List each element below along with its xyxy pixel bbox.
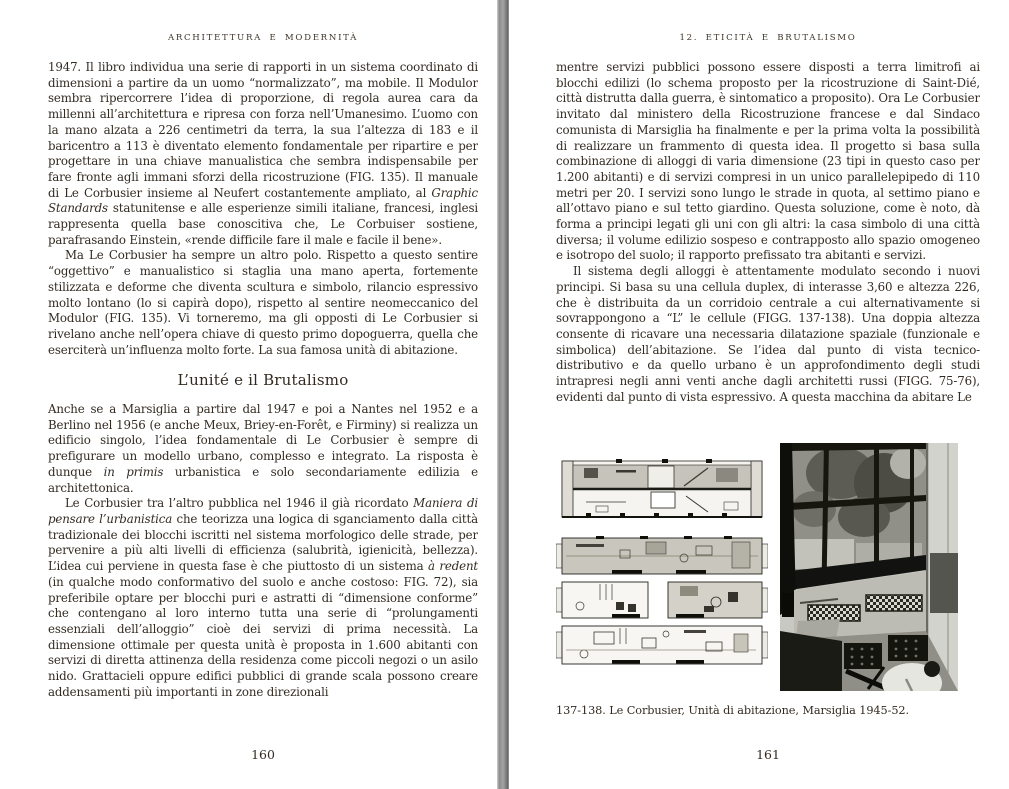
paragraph: 1947. Il libro individua una serie di rapporti in un sistema coordinato di dimensioni a partire da un uomo “normalizzato”, ma mobile. Il Modulor sembra ripercorrere l’idea di proporzione, di regola aurea cara da millenni all’architettura e ripresa con forza nell’Umanesimo. L’uomo con la mano alzata a 226 centimetri da terra, la sua l’altezza di 183 e il baricentro a 113 è diventato elemento fondamentale per ripartire e per progettare in una chiave manualistica che sembra indispensabile per fare fronte agli immani sforzi della ricostruzione (FIG. 135). Il manuale di Le Corbusier insieme al Neufert costantemente ampliato, al Graphic Standards statunitense e alle esperienze simili italiane, francesi, inglesi rappresenta quella base conoscitiva che, Le Corbuiser sostiene, parafrasando Einstein, «rende difficile fare il male e facile il bene».: [48, 60, 478, 247]
right-running-head: 12. ETICITÀ E BRUTALISMO: [679, 33, 857, 43]
plans-drawing: [556, 458, 768, 686]
left-page: [0, 0, 497, 789]
right-page-number: 161: [756, 747, 780, 762]
figure-caption: 137-138. Le Corbusier, Unità di abitazione, Marsiglia 1945-52.: [556, 704, 909, 717]
left-text-block: [48, 60, 478, 752]
figure-137-plans-image: [556, 458, 768, 686]
section-drawing: [562, 459, 762, 517]
paragraph: Le Corbusier tra l’altro pubblica nel 1946 il già ricordato Maniera di pensare l’urbanistica che teorizza una logica di sganciamento dalla città tradizionale dei blocchi iscritti nel sistema morfologico delle strade, per pervenire a più alti livelli di efficienza (salubrità, igienicità, bellezza). L’idea cui perviene in questa fase è che piuttosto di un sistema à redent (in qualche modo conformativo del suolo e anche costoso: FIG. 72), sia preferibile optare per blocchi puri e astratti di “dimensione conforme” che contengano al loro interno tutta una serie di “prolungamenti essenziali dell’alloggio” cioè dei servizi di prima necessità. La dimensione ottimale per questa unità è proposta in 1.600 abitanti con servizi di diretta attinenza della residenza come piccoli negozi o un asilo nido. Grattacieli oppure edifici pubblici di grande scala possono creare addensamenti più importanti in zone direzionali: [48, 496, 478, 699]
paragraph: Il sistema degli alloggi è attentamente modulato secondo i nuovi principi. Si basa su una cellula duplex, di interasse 3,60 e altezza 226, che è distribuita da un corridoio centrale a cui alternativamente si sovrappongono a “L” le cellule (FIGG. 137-138). Una doppia altezza consente di ricavare una necessaria dilatazione spaziale (funzionale e simbolica) dell’abitazione. Se l’idea dal punto di vista tecnico-distributivo e da quello urbano è un approfondimento degli studi intrapresi negli anni venti anche dagli architetti russi (FIGG. 75-76), evidenti dal punto di vista espressivo. A questa macchina da abitare Le: [556, 264, 980, 404]
figure-138-photo-image: [780, 443, 958, 691]
left-page-number: 160: [251, 747, 275, 762]
floor-plan-middle: [556, 582, 768, 618]
floor-plan-lower: [556, 626, 768, 664]
book-spine-gutter: [497, 0, 509, 789]
section-heading: L’unité e il Brutalismo: [177, 371, 349, 390]
paragraph: Ma Le Corbusier ha sempre un altro polo. Rispetto a questo sentire “oggettivo” e manualistico si staglia una mano aperta, fortemente stilizzata e deforme che diventa scultura e simbolo, rilancio espressivo molto lontano (lo si capirà dopo), rispetto al sentire neomeccanico del Modulor (FIG. 135). Vi torneremo, ma gli opposti di Le Corbusier si rivelano anche nell’opera chiave di questo primo dopoguerra, quella che eserciterà un’influenza molto forte. La sua famosa unità di abitazione.: [48, 248, 478, 357]
floor-plan-upper: [556, 536, 768, 574]
paragraph: mentre servizi pubblici possono essere disposti a terra limitrofi ai blocchi edilizi (lo schema proposto per la ricostruzione di Saint-Dié, città distrutta dalla guerra, è sintomatico a proposito). Ora Le Corbusier invitato dal ministero della Ricostruzione francese e dal Sindaco comunista di Marsiglia ha finalmente e per la prima volta la possibilità di realizzare un frammento di questa idea. Il progetto si basa sulla combinazione di alloggi di varia dimensione (23 tipi in questo caso per 1.200 abitanti) e di servizi compresi in un unico parallelepipedo di 110 metri per 20. I servizi sono lungo le strade in quota, al settimo piano e all’ottavo piano e sul tetto giardino. Questa soluzione, come è noto, dà forma a principi legati gli uni con gli altri: la casa simbolo di una città diversa; il volume edilizio sospeso e contrapposto allo spazio omogeneo e isotropo del suolo; il rapporto prefissato tra abitanti e servizi.: [556, 60, 980, 263]
interior-photo: [780, 443, 958, 691]
left-running-head: ARCHITETTURA E MODERNITÀ: [167, 33, 359, 43]
right-text-block: [556, 60, 980, 434]
paragraph: Anche se a Marsiglia a partire dal 1947 e poi a Nantes nel 1952 e a Berlino nel 1956 (e anche Meux, Briey-en-Forêt, e Firminy) si realizza un edificio singolo, l’idea fondamentale di Le Corbusier è sempre di prefigurare un modello urbano, complesso e integrato. La risposta è dunque in primis urbanistica e solo secondariamente edilizia e architettonica.: [48, 402, 478, 495]
right-page: [509, 0, 1009, 789]
